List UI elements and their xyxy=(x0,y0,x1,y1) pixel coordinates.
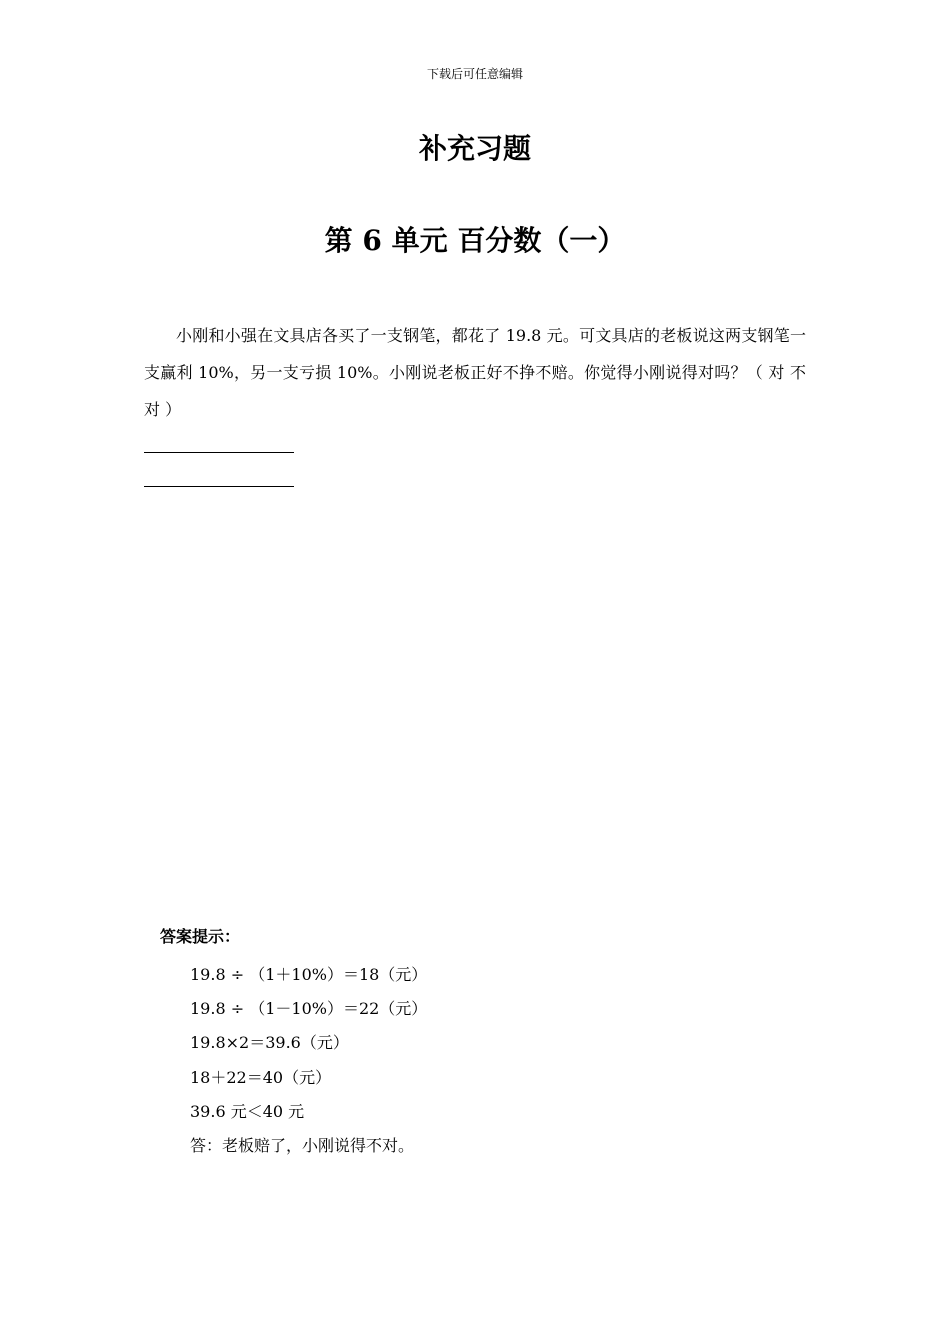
unit-title: 第 6 单元 百分数（一） xyxy=(324,224,626,257)
answer-hint-heading: 答案提示： xyxy=(160,927,241,946)
answer-hint-line: 18＋22＝40（元） xyxy=(190,1067,332,1087)
answer-hint-line: 39.6 元＜40 元 xyxy=(190,1101,305,1121)
answer-hint-list xyxy=(190,958,427,1163)
document-title: 补充习题 xyxy=(418,132,531,165)
problem-text: 小刚和小强在文具店各买了一支钢笔，都花了 19.8 元。可文具店的老板说这两支钢笔一支赢利 10%，另一支亏损 10%。小刚说老板正好不挣不赔。你觉得小刚说得对吗？（ 对 不对 ） xyxy=(144,326,806,419)
page-header-note: 下载后可任意编辑 xyxy=(426,67,523,81)
answer-blank-line-2[interactable] xyxy=(144,486,294,487)
answer-hint-line: 19.8 ÷ （1－10%）＝22（元） xyxy=(190,999,428,1019)
answer-hint-line: 19.8×2＝39.6（元） xyxy=(190,1033,349,1053)
answer-blank-line-1[interactable] xyxy=(144,452,294,453)
answer-hint-line: 19.8 ÷ （1＋10%）＝18（元） xyxy=(190,965,428,984)
answer-hint-line: 答：老板赔了，小刚说得不对。 xyxy=(190,1136,415,1156)
